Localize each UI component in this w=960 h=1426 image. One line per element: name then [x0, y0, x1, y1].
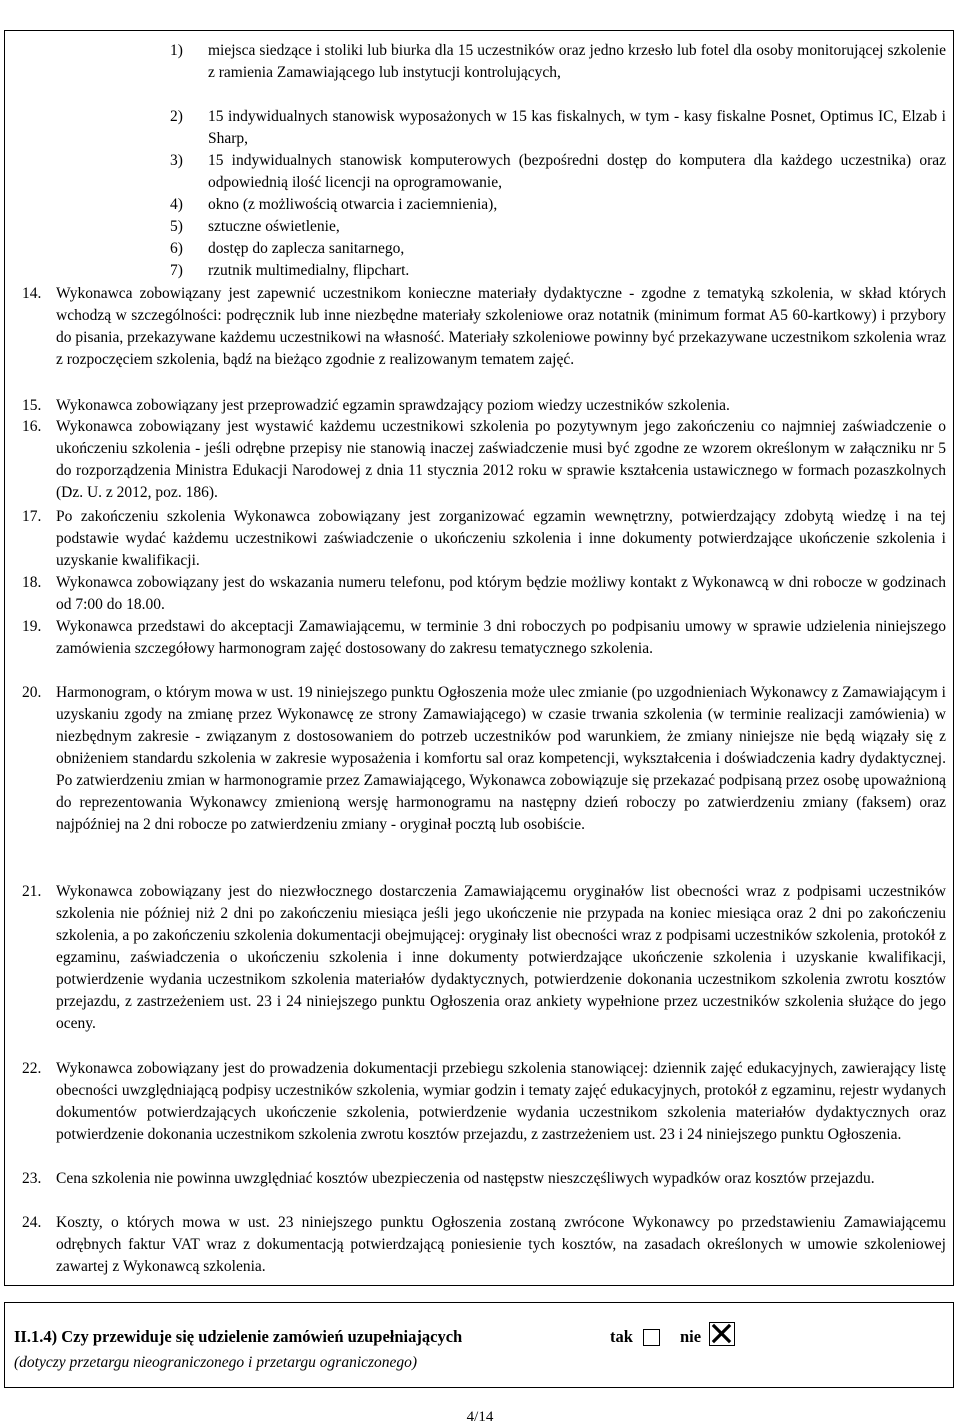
item-text: Wykonawca zobowiązany jest przeprowadzić egzamin sprawdzający poziom wiedzy uczestników szkolenia. [56, 397, 730, 414]
numbered-item-17 [22, 506, 946, 572]
list-item [170, 106, 946, 150]
item-number: 24. [22, 1214, 42, 1231]
list-item-text: miejsca siedzące i stoliki lub biurka dla 15 uczestników oraz jedno krzesło lub fotel dla osoby monitorującej szkolenie z ramienia Zamawiającego lub instytucji kontrolujących, [208, 42, 946, 81]
list-item-number: 3) [170, 152, 183, 169]
item-number: 22. [22, 1060, 42, 1077]
item-number: 19. [22, 618, 42, 635]
list-item-number: 5) [170, 218, 183, 235]
list-item-text: rzutnik multimedialny, flipchart. [208, 262, 410, 279]
list-item [170, 40, 946, 84]
item-number: 21. [22, 883, 42, 900]
list-item-text: 15 indywidualnych stanowisk komputerowych (bezpośredni dostęp do komputera dla każdego uczestnika) oraz odpowiednią ilość licencji na oprogramowanie, [208, 152, 946, 191]
list-item-number: 6) [170, 240, 183, 257]
list-item [170, 238, 946, 260]
item-number: 23. [22, 1170, 42, 1187]
numbered-item-24 [22, 1212, 946, 1278]
list-item [170, 150, 946, 194]
list-item-text: okno (z możliwością otwarcia i zaciemnienia), [208, 196, 498, 213]
section-title: II.1.4) Czy przewiduje się udzielenie zamówień uzupełniających [14, 1327, 463, 1346]
section-subtitle: (dotyczy przetargu nieograniczonego i przetargu ograniczonego) [14, 1354, 418, 1371]
list-item [170, 216, 946, 238]
list-item-text: 15 indywidualnych stanowisk wyposażonych w 15 kas fiskalnych, w tym - kasy fiskalne Posnet, Optimus IC, Elzab i Sharp, [208, 108, 946, 147]
numbered-item-19 [22, 616, 946, 660]
option-no-label: nie [680, 1327, 702, 1346]
list-item-text: dostęp do zaplecza sanitarnego, [208, 240, 405, 257]
list-item [170, 194, 946, 216]
checkbox-no[interactable] [709, 1322, 735, 1346]
item-text: Wykonawca zobowiązany jest do prowadzenia dokumentacji przebiegu szkolenia stanowiącej: dziennik zajęć edukacyjnych, zawierający listę obecności uwzględniającą podpisy uczestników szkolenia, wymiar godzin i tematy zajęć edukacyjnych, protokół z egzaminu, rejestr wydanych dokumentów potwierdzających ukończenie szkolenia, potwierdzenie wydania uczestnikom szkolenia materiałów dydaktycznych oraz potwierdzenie dokonania uczestnikom szkolenia zwrotu kosztów przejazdu, z zastrzeżeniem ust. 23 i 24 niniejszego punktu Ogłoszenia. [56, 1060, 946, 1143]
item-text: Wykonawca zobowiązany jest zapewnić uczestnikom konieczne materiały dydaktyczne - zgodne z tematyką szkolenia, w skład których wchodzą w szczególności: podręcznik lub inne niezbędne materiały szkoleniowe oraz notatnik (minimum format A5 60-kartkowy) i przybory do pisania, przekazywane każdemu uczestnikowi na własność. Materiały szkoleniowe powinny być przekazywane uczestnikom szkolenia wraz z rozpoczęciem szkolenia, bądź na bieżąco zgodnie z realizowanym tematem zajęć. [56, 285, 946, 368]
numbered-item-18 [22, 572, 946, 616]
list-item [170, 260, 946, 282]
list-item-number: 4) [170, 196, 183, 213]
item-text: Po zakończeniu szkolenia Wykonawca zobowiązany jest zorganizować egzamin wewnętrzny, potwierdzający zdobytą wiedzę i na tej podstawie wydać każdemu uczestnikowi zaświadczenie o ukończeniu szkolenia i inne dokumenty potwierdzające ukończenie szkolenia i uzyskanie kwalifikacji. [56, 508, 946, 569]
numbered-item-15 [22, 395, 946, 417]
check-x-icon [710, 1323, 733, 1344]
item-text: Harmonogram, o którym mowa w ust. 19 niniejszego punktu Ogłoszenia może ulec zmianie (po uzgodnieniach Wykonawcy z Zamawiającym i uzyskaniu zgody na zmianę przez Wykonawcę ze strony Zamawiającego) w czasie trwania szkolenia (w terminie realizacji zamówienia) w niezbędnym zakresie - związanym z dostosowaniem do potrzeb uczestników pod warunkiem, że zmiany niniejsze nie będą wiązały się z obniżeniem standardu szkolenia w zakresie wyposażenia i komfortu sal oraz kompetencji, wykształcenia i doświadczenia kadry dydaktycznej. Po zatwierdzeniu zmian w harmonogramie przez Zamawiającego, Wykonawca zobowiązuje się przekazać podpisaną przez osobę upoważnioną do reprezentowania Wykonawcy zmienioną wersję harmonogramu na następny dzień roboczy po zatwierdzeniu zmiany (faksem) oraz najpóźniej na 2 dni robocze po zatwierdzeniu zmiany - oryginał pocztą lub osobiście. [56, 684, 946, 833]
item-text: Wykonawca zobowiązany jest wystawić każdemu uczestnikowi szkolenia po pozytywnym jego zakończeniu co najmniej zaświadczenie o ukończeniu szkolenia - jeśli odrębne przepisy nie stanowią inaczej zaświadczenie musi być zgodne ze wzorem określonym w załączniku nr 5 do rozporządzenia Ministra Edukacji Narodowej z dnia 11 stycznia 2012 roku w sprawie kształcenia ustawicznego w formach pozaszkolnych (Dz. U. z 2012, poz. 186). [56, 418, 946, 501]
numbered-item-21 [22, 881, 946, 1035]
item-number: 18. [22, 574, 42, 591]
numbered-item-20 [22, 682, 946, 836]
option-yes-label: tak [610, 1327, 633, 1346]
item-number: 14. [22, 285, 42, 302]
item-number: 16. [22, 418, 42, 435]
numbered-item-14 [22, 283, 946, 371]
list-item-number: 7) [170, 262, 183, 279]
numbered-item-16 [22, 416, 946, 504]
list-item-text: sztuczne oświetlenie, [208, 218, 340, 235]
page-number: 4/14 [466, 1409, 494, 1425]
numbered-item-23 [22, 1168, 946, 1190]
item-number: 15. [22, 397, 42, 414]
item-text: Wykonawca zobowiązany jest do wskazania numeru telefonu, pod którym będzie możliwy kontakt z Wykonawcą w dni robocze w godzinach od 7:00 do 18.00. [56, 574, 946, 613]
item-text: Koszty, o których mowa w ust. 23 niniejszego punktu Ogłoszenia zostaną zwrócone Wykonawcy po przedstawieniu Zamawiającemu odrębnych faktur VAT wraz z dokumentacją potwierdzającą poniesienie tych kosztów, na zasadach określonych w umowie szkoleniowej zawartej z Wykonawcą szkolenia. [56, 1214, 946, 1275]
list-item-number: 1) [170, 42, 183, 59]
item-text: Wykonawca zobowiązany jest do niezwłocznego dostarczenia Zamawiającemu oryginałów list obecności wraz z podpisami uczestników szkolenia nie później niż 2 dni po zakończeniu miesiąca jeśli jego ukończenie nie przypada na koniec miesiąca oraz 2 dni po zakończeniu szkolenia, a po zakończeniu szkolenia dokumentacji obejmującej: oryginały list obecności wraz z podpisami uczestników szkolenia, protokół z egzaminu, zaświadczenia o ukończeniu szkolenia i inne dokumenty potwierdzające ukończenie szkolenia i uzyskanie kwalifikacji, potwierdzenie wydania uczestnikom szkolenia materiałów dydaktycznych, potwierdzenie dokonania uczestnikom szkolenia zwrotu kosztów przejazdu, z zastrzeżeniem ust. 23 i 24 niniejszego punktu Ogłoszenia oraz ankiety wypełnione przez uczestników szkolenia służące do jego oceny. [56, 883, 946, 1032]
item-number: 17. [22, 508, 42, 525]
item-number: 20. [22, 684, 42, 701]
checkbox-yes[interactable] [643, 1329, 660, 1346]
item-text: Cena szkolenia nie powinna uwzględniać kosztów ubezpieczenia od następstw nieszczęśliwych wypadków oraz kosztów przejazdu. [56, 1170, 875, 1187]
item-text: Wykonawca przedstawi do akceptacji Zamawiającemu, w terminie 3 dni roboczych po podpisaniu umowy w sprawie udzielenia niniejszego zamówienia szczegółowy harmonogram zajęć dostosowany do zakresu tematycznego szkolenia. [56, 618, 946, 657]
numbered-item-22 [22, 1058, 946, 1146]
list-item-number: 2) [170, 108, 183, 125]
